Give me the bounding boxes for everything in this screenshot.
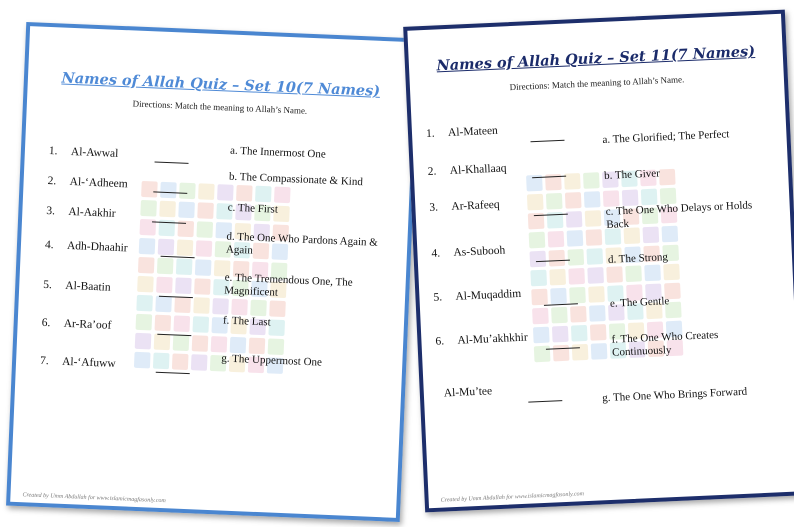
answer-blank[interactable] [156,372,190,374]
answer-blank[interactable] [155,161,189,163]
allah-name: Ar-Ra’oof [63,317,112,332]
quiz-name-item [41,317,111,332]
allah-name: Al-Khallaaq [449,162,507,177]
answer-blank[interactable] [528,400,562,403]
allah-name: As-Subooh [453,244,506,259]
quiz-name-item [433,288,521,304]
sheet-directions: Directions: Match the meaning to Allah’s Name. [132,98,308,116]
quiz-sheet-set-11 [403,10,794,513]
quiz-sheet-set-10 [6,22,420,522]
quiz-name-item [43,279,111,294]
meaning-option: e. The Gentle [609,295,670,310]
item-number: 7. [39,354,49,368]
credit-line: Created by Umm Abdullah for www.islamicmagfasonly.com [22,492,166,505]
credit-line: Created by Umm Abdullah for www.islamicmagfasonly.com [440,491,585,504]
item-number: 6. [435,335,445,348]
allah-name: Al-Baatin [65,279,111,294]
meaning-option: e. The Tremendous One, The Magnificent [223,271,353,299]
quiz-name-item [49,145,119,160]
meaning-option: a. The Innermost One [229,144,326,161]
allah-name: Al-Awwal [70,145,119,160]
item-number: 4. [431,247,441,260]
quiz-name-item [40,355,116,370]
item-number: 1. [48,145,58,158]
quiz-name-item [46,205,116,220]
quiz-name-item [435,332,528,348]
allah-name: Ar-Rafeeq [451,198,500,213]
item-number: 5. [433,291,443,304]
meaning-option: c. The One Who Delays or Holds Back [605,199,753,231]
meaning-option: f. The One Who Creates Continuously [611,328,719,359]
meaning-option: c. The First [227,201,279,216]
meaning-option: d. The One Who Pardons Again & Again [225,230,379,257]
quiz-name-item [429,199,500,214]
sheet-title: Names of Allah Quiz – Set 10(7 Names) [61,69,381,100]
item-number: 3. [46,204,56,218]
meaning-option: d. The Strong [607,251,669,266]
meaning-option: g. The One Who Brings Forward [601,385,748,405]
meaning-option: g. The Uppermost One [221,352,323,369]
item-number: 6. [41,316,51,330]
item-number: 5. [43,278,53,292]
answer-blank[interactable] [530,140,564,143]
quiz-name-item [426,125,498,140]
allah-name: Adh-Dhaahir [66,239,128,255]
quiz-name-item [428,162,507,178]
meaning-option: b. The Compassionate & Kind [228,170,364,189]
quiz-name-item [45,239,128,254]
meaning-option: f. The Last [222,314,271,329]
item-number: 4. [44,238,54,252]
allah-name: Al-Muqaddim [455,287,522,303]
allah-name: Al-Mu’tee [443,385,493,400]
item-number: 2. [47,175,57,188]
allah-name: Al-Aakhir [68,205,116,220]
quiz-name-item [47,175,128,190]
quiz-name-item [431,245,505,260]
item-number: 2. [427,165,437,178]
allah-name: Al-Mateen [447,124,499,139]
allah-name: Al-Mu’akhkhir [457,331,528,347]
allah-name: Al-‘Afuww [61,355,116,371]
meaning-option: b. The Giver [603,167,661,182]
meaning-option: a. The Glorified; The Perfect [602,128,730,146]
allah-name: Al-‘Adheem [69,175,128,191]
item-number: 1. [425,127,435,140]
item-number: 3. [429,201,439,214]
sheet-title: Names of Allah Quiz – Set 11(7 Names) [436,42,756,75]
sheet-directions: Directions: Match the meaning to Allah’s Name. [509,74,685,93]
quiz-name-item [444,385,493,399]
